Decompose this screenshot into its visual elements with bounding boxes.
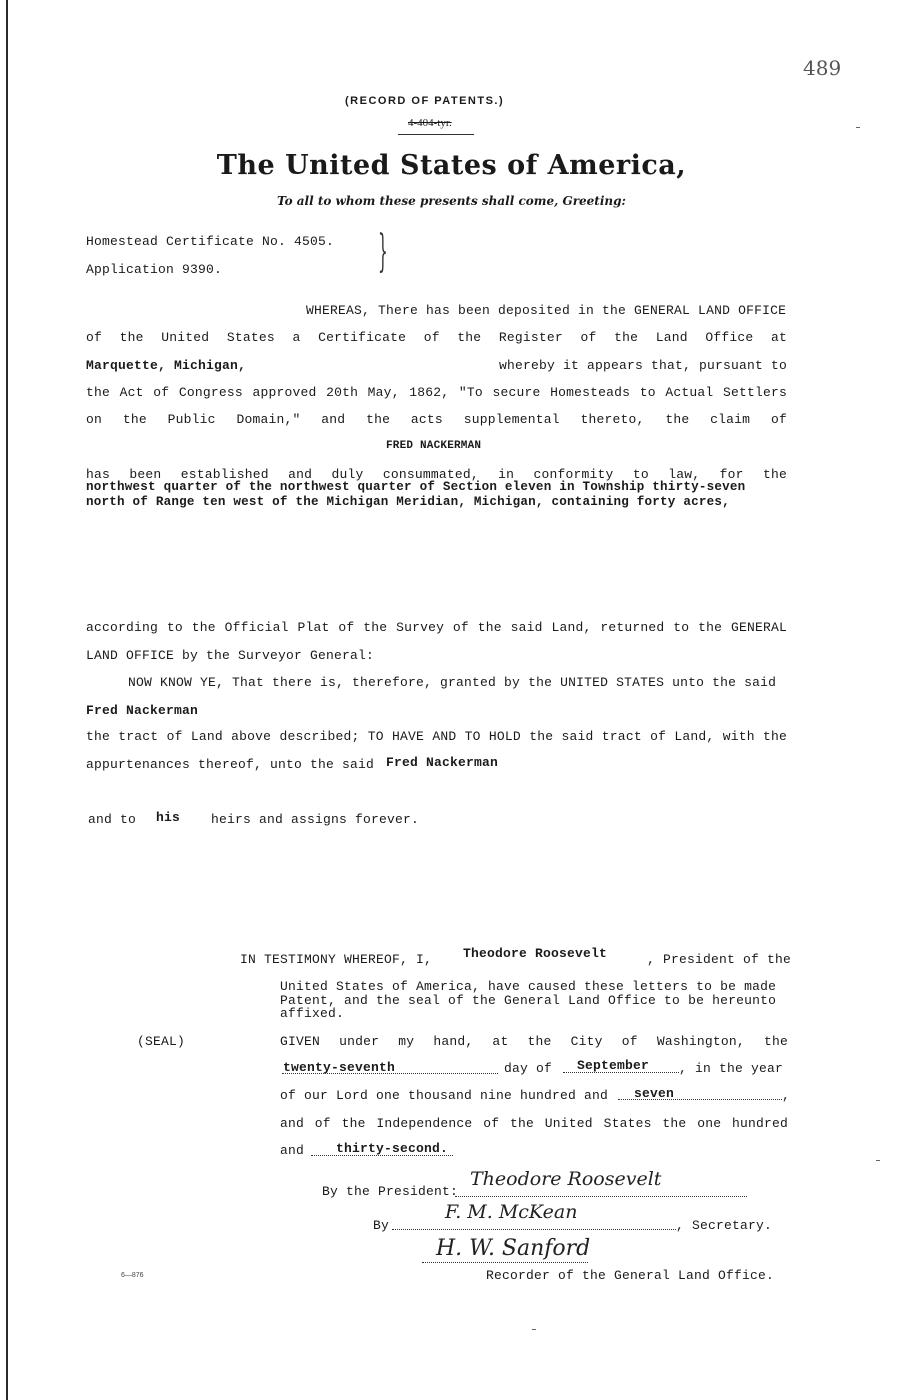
page-edge: [6, 0, 8, 1400]
president-signature: Theodore Roosevelt: [470, 1168, 662, 1190]
secretary-signature: F. M. McKean: [445, 1201, 578, 1223]
heirs-prefix: and to: [88, 812, 137, 827]
independence-blank: [311, 1155, 453, 1156]
body-line-4: the Act of Congress approved 20th May, 1862, "To secure Homesteads to Actual Settlers: [86, 385, 787, 400]
margin-mark: [856, 127, 860, 128]
recorder-blank: [422, 1262, 588, 1263]
margin-mark: [532, 1329, 536, 1330]
grantee-name-2: Fred Nackerman: [386, 755, 499, 770]
day-of-label: day of: [504, 1061, 553, 1076]
lord-year-prefix: of our Lord one thousand nine hundred and: [280, 1088, 609, 1103]
page-number: 489: [803, 56, 842, 80]
recorder-signature: H. W. Sanford: [436, 1236, 591, 1261]
habendum-line: the tract of Land above described; TO HAVE AND TO HOLD the said tract of Land, with the: [86, 729, 787, 744]
day-value: twenty-seventh: [283, 1060, 396, 1075]
testimony-line-2: United States of America, have caused these letters to be made: [280, 979, 777, 994]
greeting-line: To all to whom these presents shall come, Greeting:: [277, 194, 626, 208]
president-signature-blank: [455, 1196, 747, 1197]
land-office-location: Marquette, Michigan,: [86, 358, 247, 373]
form-code: 6—876: [121, 1272, 144, 1279]
by-label: By: [373, 1218, 390, 1233]
in-year-label: , in the year: [679, 1061, 784, 1076]
body-line-5: on the Public Domain," and the acts supplemental thereto, the claim of: [86, 412, 787, 427]
whereas-line: WHEREAS, There has been deposited in the GENERAL LAND OFFICE: [306, 303, 787, 318]
president-name: Theodore Roosevelt: [463, 946, 608, 961]
grantee-name: Fred Nackerman: [86, 703, 199, 718]
record-of-patents-heading: (RECORD OF PATENTS.): [345, 95, 505, 107]
testimony-line-3: Patent, and the seal of the General Land Office to be hereunto: [280, 993, 777, 1008]
heirs-pronoun: his: [156, 810, 181, 825]
form-number-rule: [398, 134, 474, 135]
know-ye-line: NOW KNOW YE, That there is, therefore, granted by the UNITED STATES unto the said: [128, 675, 777, 690]
independence-and: and: [280, 1143, 305, 1158]
testimony-prefix: IN TESTIMONY WHEREOF, I,: [240, 952, 433, 967]
testimony-suffix: , President of the: [647, 952, 792, 967]
plat-line-1: according to the Official Plat of the Survey of the said Land, returned to the GENERAL: [86, 620, 787, 635]
plat-line-2: LAND OFFICE by the Surveyor General:: [86, 648, 375, 663]
land-description-line-1: northwest quarter of the northwest quarter of Section eleven in Township thirty-seven: [86, 480, 746, 494]
year-value: seven: [634, 1086, 675, 1101]
secretary-label: , Secretary.: [676, 1218, 773, 1233]
appurtenances-line: appurtenances thereof, unto the said: [86, 757, 375, 772]
independence-line: and of the Independence of the United States the one hundred: [280, 1116, 788, 1131]
body-line-3: whereby it appears that, pursuant to: [498, 358, 787, 373]
claimant-name: FRED NACKERMAN: [386, 440, 482, 452]
form-number: 4-404-tyr.: [408, 117, 452, 129]
secretary-blank: [392, 1229, 676, 1230]
homestead-certificate-number: Homestead Certificate No. 4505.: [86, 234, 335, 249]
recorder-label: Recorder of the General Land Office.: [486, 1268, 775, 1283]
day-blank: [282, 1073, 498, 1074]
month-value: September: [577, 1058, 650, 1073]
application-number: Application 9390.: [86, 262, 223, 277]
document-title: The United States of America,: [216, 150, 687, 181]
testimony-line-4: affixed.: [280, 1006, 345, 1021]
by-president-label: By the President:: [322, 1184, 459, 1199]
independence-year: thirty-second.: [336, 1141, 449, 1156]
given-line: GIVEN under my hand, at the City of Washington, the: [280, 1034, 788, 1049]
body-line-6: has been established and duly consummated, in conformity to law, for the: [86, 467, 787, 482]
margin-mark: [876, 1160, 880, 1161]
seal-label: (SEAL): [137, 1034, 186, 1049]
month-blank: [563, 1072, 679, 1073]
land-description-line-2: north of Range ten west of the Michigan Meridian, Michigan, containing forty acres,: [86, 495, 730, 509]
year-blank: [618, 1099, 782, 1100]
body-line-2: of the United States a Certificate of the Register of the Land Office at: [86, 330, 787, 345]
heirs-suffix: heirs and assigns forever.: [211, 812, 420, 827]
bracket-brace: }: [378, 226, 388, 277]
year-suffix: ,: [782, 1088, 791, 1103]
